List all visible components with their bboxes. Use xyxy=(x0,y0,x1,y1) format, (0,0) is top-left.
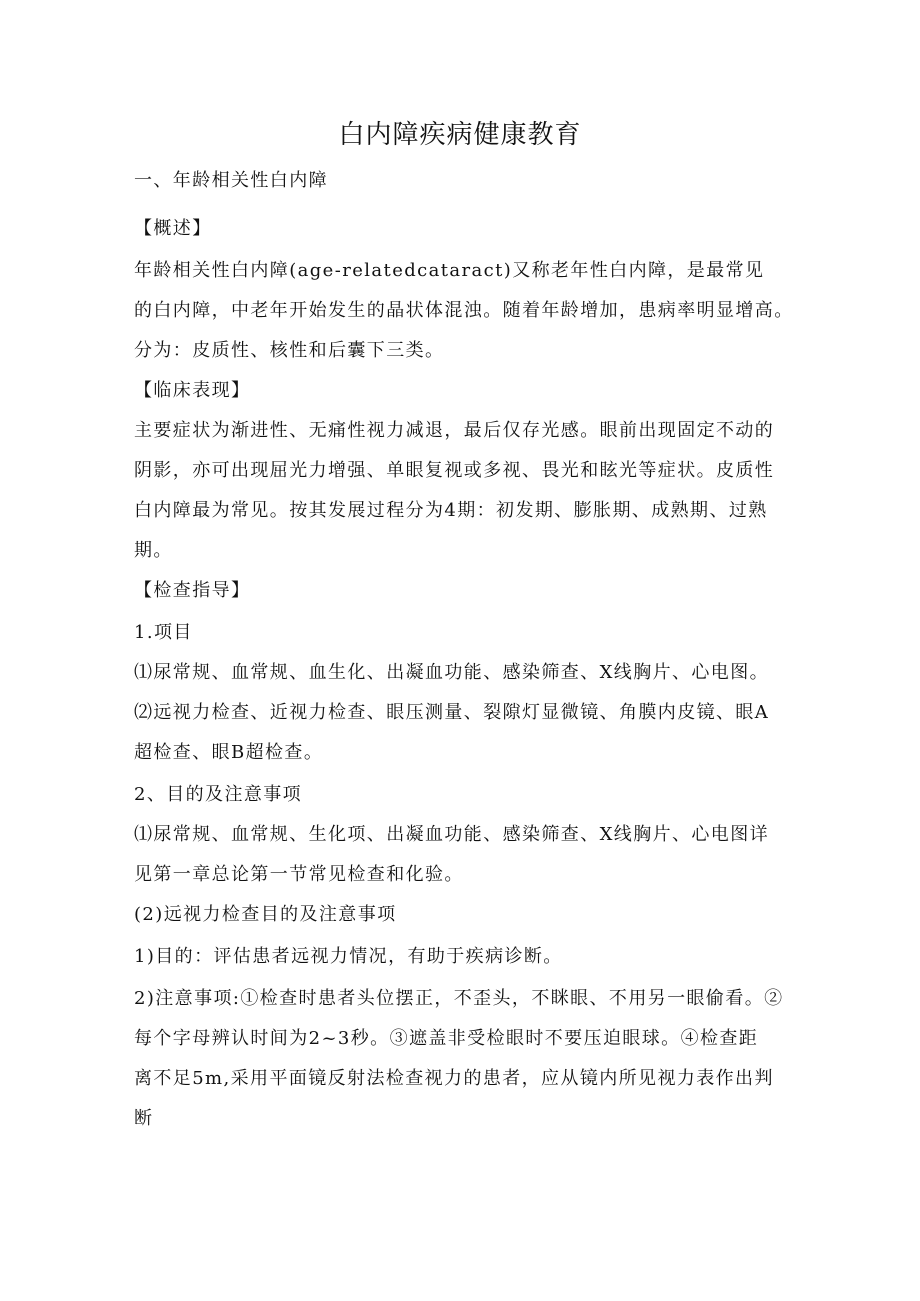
list-item: ⑵远视力检查、近视力检查、眼压测量、裂隙灯显微镜、角膜内皮镜、眼A xyxy=(134,702,770,723)
subheading-clinical: 【临床表现】 xyxy=(134,380,251,401)
paragraph-line: 分为：皮质性、核性和后囊下三类。 xyxy=(134,340,445,361)
paragraph-line: 年龄相关性白内障(age-relatedcataract)又称老年性白内障，是最常见 xyxy=(134,260,765,281)
paragraph-line: 阴影，亦可出现屈光力增强、单眼复视或多视、畏光和眩光等症状。皮质性 xyxy=(134,460,775,481)
document-title: 白内障疾病健康教育 xyxy=(338,120,582,150)
paragraph-line: 的白内障，中老年开始发生的晶状体混浊。随着年龄增加，患病率明显增高。 xyxy=(134,300,794,321)
list-item-continued: 见第一章总论第一节常见检查和化验。 xyxy=(134,864,464,885)
list-heading: 2、目的及注意事项 xyxy=(134,784,303,805)
subheading-exam: 【检查指导】 xyxy=(134,580,251,601)
list-item: (2)远视力检查目的及注意事项 xyxy=(134,904,397,925)
list-item: ⑴尿常规、血常规、血生化、出凝血功能、感染筛查、X线胸片、心电图。 xyxy=(134,662,770,683)
section-heading: 一、年龄相关性白内障 xyxy=(134,170,328,191)
list-item-continued: 每个字母辨认时间为2~3秒。③遮盖非受检眼时不要压迫眼球。④检查距 xyxy=(134,1028,759,1049)
list-item-continued: 断 xyxy=(134,1108,154,1129)
list-heading: 1.项目 xyxy=(134,622,193,643)
paragraph-line: 期。 xyxy=(134,540,173,561)
list-item: 1)目的：评估患者远视力情况，有助于疾病诊断。 xyxy=(134,946,563,967)
list-item: ⑴尿常规、血常规、生化项、出凝血功能、感染筛查、X线胸片、心电图详 xyxy=(134,824,770,845)
list-item: 2)注意事项:①检查时患者头位摆正，不歪头，不眯眼、不用另一眼偷看。② xyxy=(134,988,784,1009)
paragraph-line: 主要症状为渐进性、无痛性视力减退，最后仅存光感。眼前出现固定不动的 xyxy=(134,420,775,441)
list-item-continued: 超检查、眼B超检查。 xyxy=(134,742,324,763)
list-item-continued: 离不足5m,采用平面镜反射法检查视力的患者，应从镜内所见视力表作出判 xyxy=(134,1068,774,1089)
paragraph-line: 白内障最为常见。按其发展过程分为4期：初发期、膨胀期、成熟期、过熟 xyxy=(134,500,768,521)
subheading-overview: 【概述】 xyxy=(134,218,212,239)
